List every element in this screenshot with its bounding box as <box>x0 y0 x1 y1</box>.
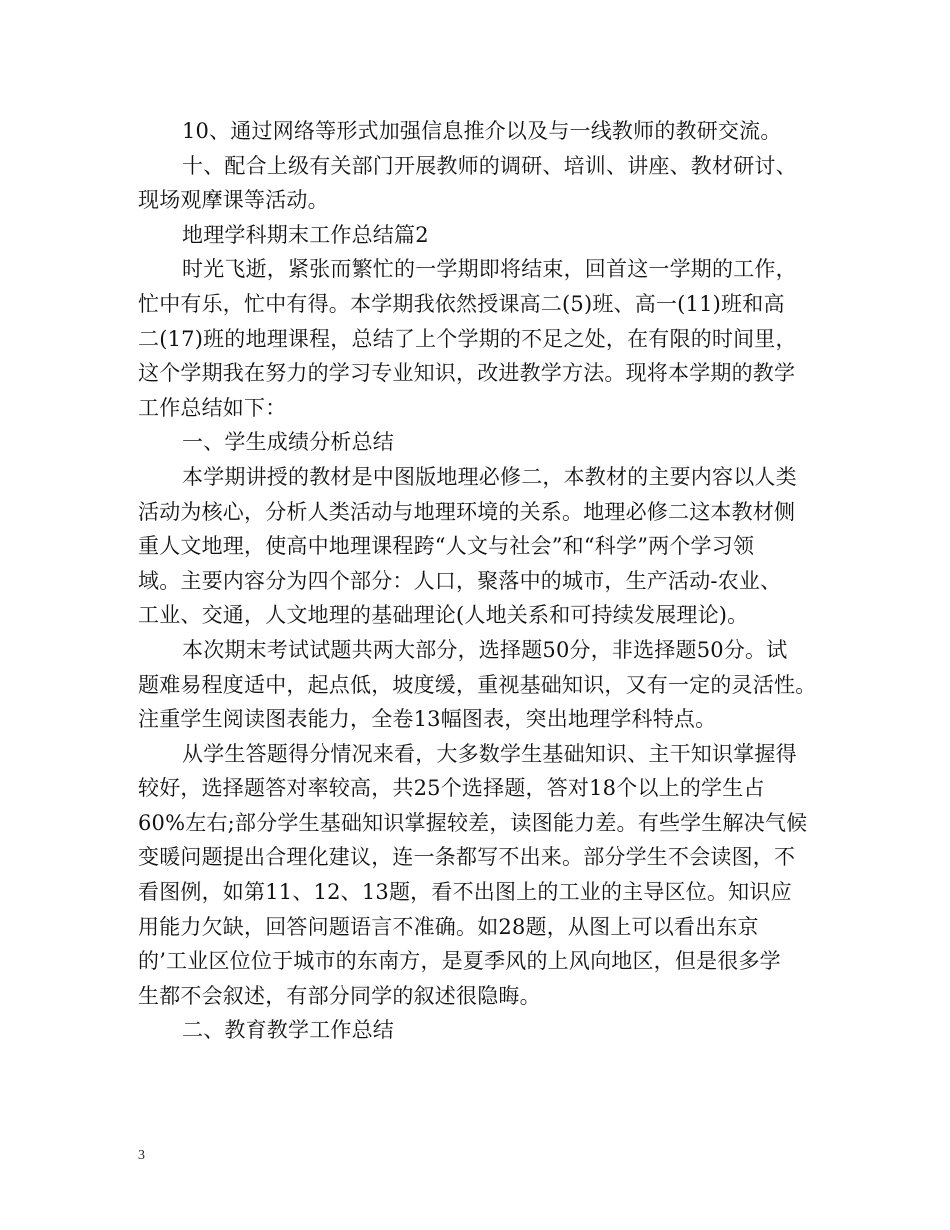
text-line-19: 从学生答题得分情况来看，大多数学生基础知识、主干知识掌握得 <box>182 741 797 766</box>
text-line-21: 60%左右;部分学生基础知识掌握较差，读图能力差。有些学生解决气候 <box>138 810 808 835</box>
text-line-2: 十、配合上级有关部门开展教师的调研、培训、讲座、教材研讨、 <box>182 153 797 178</box>
text-line-11: 本学期讲授的教材是中图版地理必修二，本教材的主要内容以人类 <box>182 464 797 489</box>
text-line-6: 忙中有乐，忙中有得。本学期我依然授课高二(5)班、高一(11)班和高 <box>138 291 785 316</box>
text-line-12: 活动为核心，分析人类活动与地理环境的关系。地理必修二这本教材侧 <box>138 499 796 524</box>
text-line-24: 用能力欠缺，回答问题语言不准确。如28题，从图上可以看出东京 <box>138 914 759 939</box>
document-body <box>138 114 828 1048</box>
text-line-26: 生都不会叙述，有部分同学的叙述很隐晦。 <box>138 983 541 1008</box>
text-line-18: 注重学生阅读图表能力，全卷13幅图表，突出地理学科特点。 <box>138 707 717 732</box>
text-line-15: 工业、交通，人文地理的基础理论(人地关系和可持续发展理论)。 <box>138 603 749 628</box>
text-line-25: 的’工业区位位于城市的东南方，是夏季风的上风向地区，但是很多学 <box>138 949 781 974</box>
text-line-17: 题难易程度适中，起点低，坡度缓，重视基础知识，又有一定的灵活性。 <box>138 672 817 697</box>
text-line-13: 重人文地理，使高中地理课程跨“人文与社会”和“科学”两个学习领 <box>138 534 755 559</box>
text-line-22: 变暖问题提出合理化建议，连一条都写不出来。部分学生不会读图，不 <box>138 845 796 870</box>
text-line-8: 这个学期我在努力的学习专业知识，改进教学方法。现将本学期的教学 <box>138 361 796 386</box>
text-line-3: 现场观摩课等活动。 <box>138 188 329 213</box>
text-line-7: 二(17)班的地理课程，总结了上个学期的不足之处，在有限的时间里， <box>138 326 797 351</box>
subsection-heading-1: 一、学生成绩分析总结 <box>182 430 394 455</box>
text-line-1: 10、通过网络等形式加强信息推介以及与一线教师的教研交流。 <box>182 119 782 143</box>
subsection-heading-2: 二、教育教学工作总结 <box>182 1018 394 1043</box>
text-line-5: 时光飞逝，紧张而繁忙的一学期即将结束，回首这一学期的工作， <box>182 257 797 282</box>
page-number: 3 <box>138 1148 145 1163</box>
text-line-9: 工作总结如下： <box>138 395 287 420</box>
text-line-23: 看图例，如第11、12、13题，看不出图上的工业的主导区位。知识应 <box>138 880 792 905</box>
text-line-14: 域。主要内容分为四个部分：人口，聚落中的城市，生产活动-农业、 <box>138 568 782 593</box>
section-heading: 地理学科期末工作总结篇2 <box>182 222 429 247</box>
text-line-16: 本次期末考试试题共两大部分，选择题50分，非选择题50分。试 <box>182 637 788 662</box>
text-line-20: 较好，选择题答对率较高，共25个选择题，答对18个以上的学生占 <box>138 776 765 801</box>
